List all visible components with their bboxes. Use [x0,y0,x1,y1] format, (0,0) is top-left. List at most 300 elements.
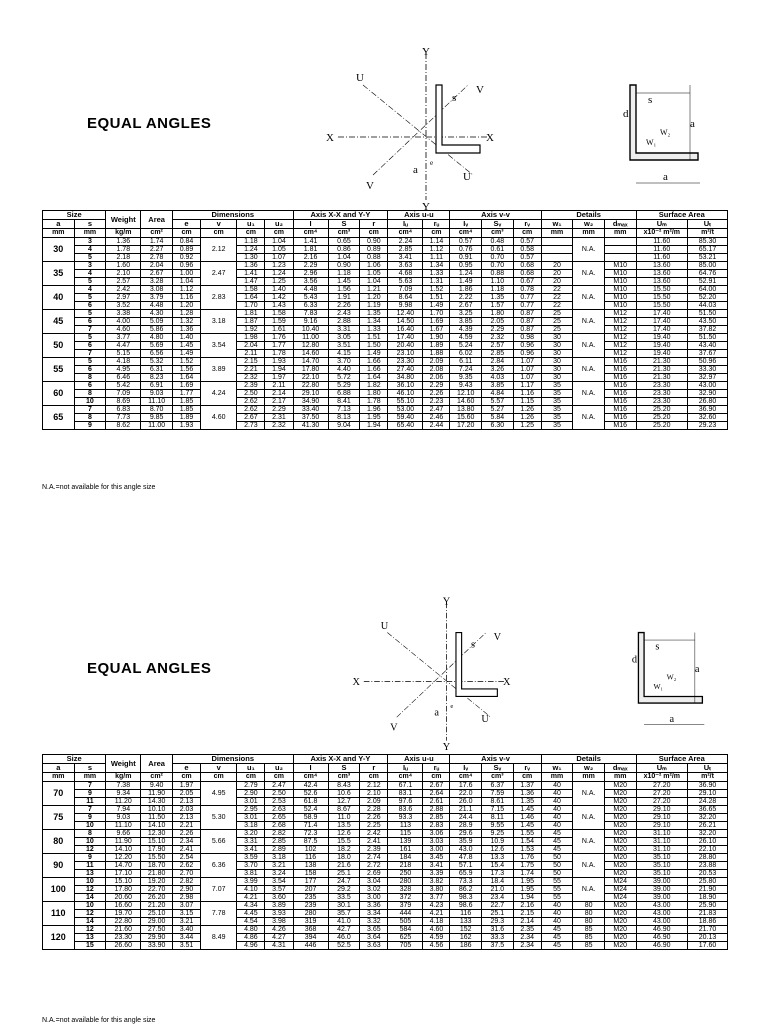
table-cell: 21.83 [688,910,728,918]
header-symbol: dₘₐₓ [604,220,636,229]
table-cell: 2.50 [237,390,265,398]
table-cell: 44.03 [688,302,728,310]
table-cell: 1.45 [172,342,200,350]
table-cell: 17.10 [106,870,141,878]
table-cell: 9.03 [106,814,141,822]
table-cell: 12.80 [293,342,328,350]
table-cell: 12.7 [328,798,360,806]
table-cell [541,254,573,262]
table-cell: 1.18 [237,238,265,246]
table-cell: 3.85 [450,318,482,326]
table-cell: 3.18 [237,822,265,830]
table-cell: 3.39 [423,870,450,878]
table-cell: 3.56 [293,278,328,286]
table-cell: 5.24 [450,342,482,350]
table-cell: 37.5 [482,942,514,950]
table-cell: 19.70 [106,910,141,918]
table-cell: 22.0 [450,790,482,798]
table-cell: 15.50 [636,302,688,310]
table-cell: 2.14 [265,390,293,398]
size-a-cell: 40 [43,286,75,310]
dimension-v-cell: 2.47 [201,262,237,286]
detail-w2-cell: N.A. [573,806,605,830]
table-cell: 1.32 [172,318,200,326]
table-cell: 3.64 [360,934,388,942]
table-cell: 2.05 [482,318,514,326]
table-cell: 28.9 [450,822,482,830]
table-cell: 1.35 [482,294,514,302]
table-cell: 72.3 [293,830,328,838]
header-group: Axis v-v [450,755,541,764]
table-cell: 1.36 [513,790,541,798]
table-cell: 1.34 [423,262,450,270]
table-cell: 36.65 [688,806,728,814]
table-cell: 2.29 [423,382,450,390]
table-cell: 1.45 [513,806,541,814]
table-cell: 14.10 [141,822,173,830]
table-cell: 3.07 [172,902,200,910]
table-cell: 0.98 [513,334,541,342]
table-cell: 42.7 [328,926,360,934]
table-cell: 1.45 [328,278,360,286]
table-row [43,894,728,902]
table-cell: 17.40 [636,326,688,334]
table-cell: 1.94 [265,366,293,374]
table-cell: 40 [541,782,573,790]
table-cell: 3.93 [265,910,293,918]
table-cell: 1.95 [513,878,541,886]
table-cell: 9.66 [106,830,141,838]
table-cell: 4.30 [141,310,173,318]
table-cell: 1.24 [265,270,293,278]
table-cell: M20 [604,918,636,926]
table-cell: 40 [541,918,573,926]
table-cell: 15.10 [141,838,173,846]
table-cell: 12.6 [482,846,514,854]
table-cell: 152 [450,926,482,934]
table-cell: 2.21 [172,822,200,830]
table-cell: 6.02 [450,350,482,358]
detail-w2-cell: N.A. [573,878,605,902]
table-cell: 4.59 [423,934,450,942]
table-cell: 6.33 [293,302,328,310]
table-cell: M12 [604,350,636,358]
table-cell: 6.11 [450,358,482,366]
table-cell: 2.09 [360,798,388,806]
table-cell: 0.88 [482,270,514,278]
table-cell: 8.41 [328,398,360,406]
table-cell: 58.9 [293,814,328,822]
header-unit: m²/t [688,773,728,782]
table-cell: 2.62 [237,406,265,414]
table-cell: 26.0 [450,798,482,806]
table-row [43,374,728,382]
dimension-v-cell: 3.89 [201,358,237,382]
table-row [43,878,728,886]
table-cell: 4.15 [328,350,360,358]
table-cell: 394 [293,934,328,942]
table-cell: 4.80 [237,926,265,934]
table-cell: 584 [388,926,423,934]
table-cell: 1.64 [360,374,388,382]
table-cell: 29.3 [482,918,514,926]
table-row [43,854,728,862]
table-cell: 30 [541,342,573,350]
table-cell: 29.10 [293,390,328,398]
table-cell: 5 [74,334,106,342]
label-X-right: X [503,677,511,689]
table-cell: 98.6 [450,902,482,910]
table-cell: 1.49 [360,350,388,358]
table-cell: 34.90 [293,398,328,406]
footnote-1: N.A.=not available for this angle size [42,484,156,491]
table-row [43,262,728,270]
header-unit: cm³ [328,229,360,238]
label-a-vertical: a [690,118,695,130]
table-cell: 1.06 [360,262,388,270]
table-cell: 35.10 [636,862,688,870]
table-cell: 1.24 [237,246,265,254]
header-unit: cm [237,773,265,782]
header-symbol: Iᵥ [450,764,482,773]
table-cell: 65.9 [450,870,482,878]
table-cell: 446 [293,942,328,950]
table-cell: 65.40 [388,422,423,430]
table-cell: 1.70 [237,302,265,310]
table-cell: M20 [604,838,636,846]
table-cell: 2.63 [265,806,293,814]
table-cell: 11.10 [106,822,141,830]
header-symbol: I [293,220,328,229]
header-symbol: Iᵤ [388,220,423,229]
table-cell: 1.66 [360,358,388,366]
table-cell: 25 [541,310,573,318]
table-cell: 29.6 [450,830,482,838]
table-cell: 2.84 [482,358,514,366]
table-cell: 1.89 [423,342,450,350]
table-cell: 2.34 [513,934,541,942]
table-cell: 2.13 [172,798,200,806]
dimension-v-cell: 2.12 [201,238,237,262]
table-cell: 21.60 [106,926,141,934]
table-cell: 11.90 [106,838,141,846]
table-cell: 23.30 [636,398,688,406]
header-unit: mm [541,773,573,782]
table-cell: 5 [74,310,106,318]
table-cell: 25.80 [688,878,728,886]
table-cell: 12 [74,910,106,918]
table-cell: 20.53 [688,870,728,878]
table-cell: 4.54 [237,918,265,926]
table-cell: 4.18 [106,358,141,366]
table-cell: 1.14 [423,238,450,246]
table-cell: 9 [74,790,106,798]
table-cell: 93.3 [388,814,423,822]
header-unit: cm [172,773,200,782]
table-cell: 53.00 [388,406,423,414]
table-cell: 30 [541,366,573,374]
table-cell: 6.31 [141,366,173,374]
table-cell: M20 [604,830,636,838]
table-cell: 35.9 [450,838,482,846]
detail-w2-cell: 80 [573,918,605,926]
detail-w2-cell: N.A. [573,406,605,430]
table-cell: 2.13 [172,814,200,822]
table-cell: 21.30 [636,374,688,382]
header-symbol: u₂ [265,764,293,773]
table-cell: 2.64 [423,790,450,798]
table-cell: 4.84 [482,390,514,398]
table-cell: 1.81 [293,246,328,254]
table-cell: 2.46 [423,414,450,422]
table-cell: 3.52 [106,302,141,310]
table-cell: 59.40 [388,414,423,422]
table-cell: 9.34 [106,790,141,798]
table-cell: 15.4 [482,862,514,870]
table-cell: 41.30 [293,422,328,430]
table-cell: 21.20 [141,902,173,910]
table-cell: 45 [541,942,573,950]
table-cell: 16.60 [106,902,141,910]
table-cell: 2.24 [388,238,423,246]
table-cell: 1.10 [482,278,514,286]
table-cell: 23.10 [388,350,423,358]
table-cell: 14.60 [293,350,328,358]
table-cell: 2.35 [513,926,541,934]
table-cell: 22.10 [688,846,728,854]
table-cell: 505 [388,918,423,926]
table-cell: 22.10 [293,374,328,382]
header-unit: mm [43,773,75,782]
table-cell: 33.30 [688,366,728,374]
table-cell: 31.10 [636,830,688,838]
table-cell: 55 [541,886,573,894]
table-cell: 40 [541,790,573,798]
table-cell: 3.40 [172,926,200,934]
header-symbol: Iᵥ [450,220,482,229]
table-cell: 65.17 [688,246,728,254]
table-cell: 2.39 [237,382,265,390]
table-cell: 8.11 [482,814,514,822]
table-cell: 10 [74,398,106,406]
header-unit: mm [573,229,605,238]
table-cell: 29.10 [636,814,688,822]
table-cell: 0.90 [360,238,388,246]
table-cell: 4.96 [237,942,265,950]
table-cell: 2.26 [328,302,360,310]
table-row [43,846,728,854]
table-cell: 2.28 [360,806,388,814]
table-cell: 1.49 [450,278,482,286]
label-a: a [434,707,439,719]
table-cell: M20 [604,902,636,910]
header-unit: cm³ [482,229,514,238]
table-cell: 1.95 [360,414,388,422]
table-cell: 2.29 [482,326,514,334]
table-cell: 14.60 [450,398,482,406]
header-symbol: Uₘ [636,764,688,773]
table-cell: 42.4 [293,782,328,790]
header-symbol: v [201,764,237,773]
table-cell: 3.31 [328,326,360,334]
header-group: Axis u-u [388,211,450,220]
table-cell: 6.30 [482,422,514,430]
table-cell: 6 [74,318,106,326]
table-cell: 3.26 [482,366,514,374]
table-cell: 1.74 [513,870,541,878]
detail-w2-cell: 85 [573,926,605,934]
table-cell: 6 [74,366,106,374]
detail-w2-cell: N.A. [573,782,605,806]
table-cell: 22 [541,294,573,302]
table-cell: 35 [541,382,573,390]
size-a-cell: 120 [43,926,75,950]
dimension-v-cell: 5.30 [201,806,237,830]
table-cell: 1.80 [360,390,388,398]
table-cell: 1.33 [360,326,388,334]
header-unit: cm³ [482,773,514,782]
table-cell: 0.87 [513,310,541,318]
header-unit: cm³ [328,773,360,782]
table-cell: 3.59 [237,854,265,862]
header-symbol: Uₜ [688,220,728,229]
table-cell: 26.10 [688,838,728,846]
table-cell: 23.30 [106,934,141,942]
table-cell: 40 [541,806,573,814]
table-cell: 3.65 [360,926,388,934]
table-cell: 250 [388,870,423,878]
table-cell: 2.04 [237,342,265,350]
dimension-v-cell: 3.18 [201,310,237,334]
table-cell: 43.00 [636,902,688,910]
table-cell: 2.41 [360,838,388,846]
table-cell: 40 [541,910,573,918]
table-cell: 1.07 [513,374,541,382]
table-cell: 280 [388,878,423,886]
table-cell: 4 [74,246,106,254]
table-cell: 1.18 [328,270,360,278]
table-cell: 1.85 [172,406,200,414]
header-unit: m²/t [688,229,728,238]
table-cell: 3.82 [423,878,450,886]
table-cell: 0.96 [513,350,541,358]
table-cell: 6.88 [328,390,360,398]
label-s-right: s [648,94,653,106]
header-group: Surface Area [636,755,727,764]
table-cell: 5.29 [328,382,360,390]
table-cell: 4.80 [141,334,173,342]
table-cell: 33.40 [293,406,328,414]
table-cell: 29.10 [636,822,688,830]
header-group: Size [43,755,106,764]
table-cell: 8.70 [141,406,173,414]
table-cell: 21.80 [141,870,173,878]
table-row [43,382,728,390]
table-cell [604,246,636,254]
label-Y-bottom: Y [422,201,430,210]
table-cell: 7.59 [482,790,514,798]
table-cell: 27.40 [388,366,423,374]
angle-section-diagram-2 [345,590,740,755]
table-cell [541,238,573,246]
table-cell: 3.08 [141,286,173,294]
table-cell: 35.7 [328,910,360,918]
table-cell: 10.10 [141,806,173,814]
table-cell: 2.10 [360,790,388,798]
table-cell: 158 [293,870,328,878]
table-cell: 0.87 [513,326,541,334]
table-cell: 7 [74,406,106,414]
table-cell: 162 [450,934,482,942]
table-cell: 2.32 [265,422,293,430]
header-unit: cm⁴ [293,229,328,238]
table-row [43,350,728,358]
table-cell: 25.20 [636,406,688,414]
table-row [43,270,728,278]
table-cell: 32.97 [688,374,728,382]
table-cell: 2.57 [482,342,514,350]
header-unit: x10⁻² m²/m [636,229,688,238]
table-cell: 1.64 [172,374,200,382]
table-cell: M20 [604,814,636,822]
header-symbol: Sᵥ [482,220,514,229]
table-cell: 1.78 [360,398,388,406]
table-cell: 7.13 [328,406,360,414]
table-cell: 2.29 [293,262,328,270]
table-cell: 43.00 [688,382,728,390]
table-cell: 3.05 [328,334,360,342]
table-cell: 10 [74,902,106,910]
table-cell: 1.26 [513,414,541,422]
table-cell: 4.59 [450,334,482,342]
header-unit: mm [604,229,636,238]
table-cell: 31.6 [482,926,514,934]
header-unit: cm² [141,229,173,238]
table-cell: 18.0 [328,854,360,862]
table-cell: 57.1 [450,862,482,870]
table-cell: M20 [604,862,636,870]
table-cell: M20 [604,870,636,878]
table-cell: 35 [541,414,573,422]
table-cell: 4.48 [141,302,173,310]
table-cell: 0.70 [482,254,514,262]
table-cell: 2.72 [360,862,388,870]
header-unit: cm² [141,773,173,782]
table-cell: 1.50 [360,342,388,350]
table-cell: 2.85 [482,350,514,358]
table-cell: 14.10 [106,846,141,854]
label-Y-bottom: Y [442,742,451,754]
table-cell: 0.67 [513,278,541,286]
table-cell: 1.98 [237,334,265,342]
table-cell: 2.11 [237,350,265,358]
table-cell: 24.4 [450,814,482,822]
table-cell: 52.91 [688,278,728,286]
table-cell: 1.55 [513,830,541,838]
header-symbol: e [172,220,200,229]
table-cell: 9.03 [141,390,173,398]
table-cell: 35 [541,406,573,414]
table-row [43,806,728,814]
table-cell: 30 [541,350,573,358]
header-unit: cm [265,229,293,238]
table-cell: 33.90 [141,942,173,950]
table-cell: 5.32 [141,358,173,366]
table-cell: 3.20 [237,830,265,838]
header-unit: cm⁴ [450,773,482,782]
table-cell: 7 [74,326,106,334]
table-cell: 12.6 [328,830,360,838]
